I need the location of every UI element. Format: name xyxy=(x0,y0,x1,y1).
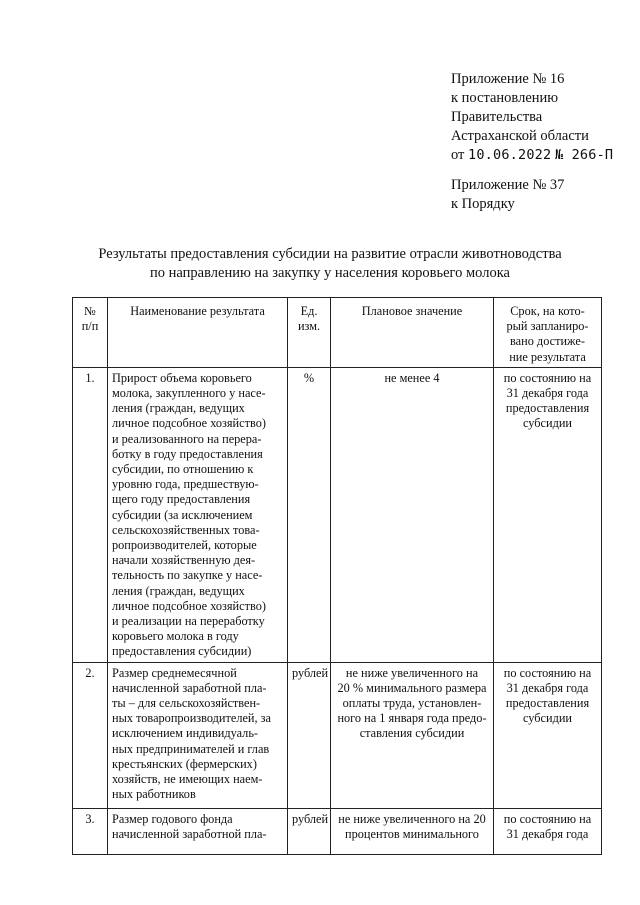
table-row xyxy=(73,367,602,662)
column-header-unit: Ед. изм. xyxy=(288,298,331,368)
row-number: 3. xyxy=(73,808,108,854)
unit-of-measure: рублей xyxy=(288,662,331,808)
decree-line xyxy=(451,146,636,165)
appendix-number: Приложение № 16 xyxy=(451,71,565,87)
column-header-name: Наименование результата xyxy=(108,298,288,368)
appendix-government: Правительства xyxy=(451,109,543,125)
unit-of-measure: рублей xyxy=(288,808,331,854)
table-header-row xyxy=(73,298,602,368)
order-appendix-number: Приложение № 37 xyxy=(451,177,565,193)
achievement-term: по состоянию на 31 декабря года предоставления субсидии xyxy=(494,367,602,662)
column-header-plan: Плановое значение xyxy=(331,298,494,368)
achievement-term: по состоянию на 31 декабря года предоставления субсидии xyxy=(494,662,602,808)
decree-date: 10.06.2022 xyxy=(468,147,552,163)
results-table xyxy=(72,297,602,855)
appendix-to-decree: к постановлению xyxy=(451,90,559,106)
result-name: Прирост объема коровьего молока, закупленного у насе- ления (граждан, ведущих личное подсобное хозяйство) и реализованного на перера- ботку в году предоставления субсидии, по отношению к уровню года, предшествую- щего году предоставления субсидии (за исключением сельскохозяйственных това- ропроизводителей, которые начали хозяйственную дея- тельность по закупке у насе- ления (граждан, ведущих личное подсобное хозяйство) и реализации на переработку коровьего молока в году предоставления субсидии) xyxy=(108,367,288,662)
planned-value: не менее 4 xyxy=(331,367,494,662)
planned-value: не ниже увеличенного на 20 процентов минимального xyxy=(331,808,494,854)
decree-prefix: от xyxy=(451,147,465,163)
result-name: Размер среднемесячной начисленной заработной пла- ты – для сельскохозяйствен- ных товаропроизводителей, за исключением индивидуаль- ных предпринимателей и глав крестьянских (фермерских) хозяйств, не имеющих наем- ных работников xyxy=(108,662,288,808)
table-row xyxy=(73,808,602,854)
column-header-number: № п/п xyxy=(73,298,108,368)
planned-value: не ниже увеличенного на 20 % минимального размера оплаты труда, установлен- ного на 1 января года предо- ставления субсидии xyxy=(331,662,494,808)
unit-of-measure: % xyxy=(288,367,331,662)
title-line-2: по направлению на закупку у населения коровьего молока xyxy=(150,265,510,281)
result-name: Размер годового фонда начисленной заработной пла- xyxy=(108,808,288,854)
document-title xyxy=(60,245,600,283)
appendix-region: Астраханской области xyxy=(451,128,589,144)
order-appendix-to: к Порядку xyxy=(451,196,515,212)
order-appendix-header xyxy=(451,176,631,214)
column-header-term: Срок, на кото- рый запланиро- вано достиже- ние результата xyxy=(494,298,602,368)
achievement-term: по состоянию на 31 декабря года xyxy=(494,808,602,854)
appendix-header xyxy=(451,70,636,165)
row-number: 1. xyxy=(73,367,108,662)
table-row xyxy=(73,662,602,808)
row-number: 2. xyxy=(73,662,108,808)
decree-number: № 266-П xyxy=(554,147,614,163)
title-line-1: Результаты предоставления субсидии на развитие отрасли животноводства xyxy=(98,246,562,262)
